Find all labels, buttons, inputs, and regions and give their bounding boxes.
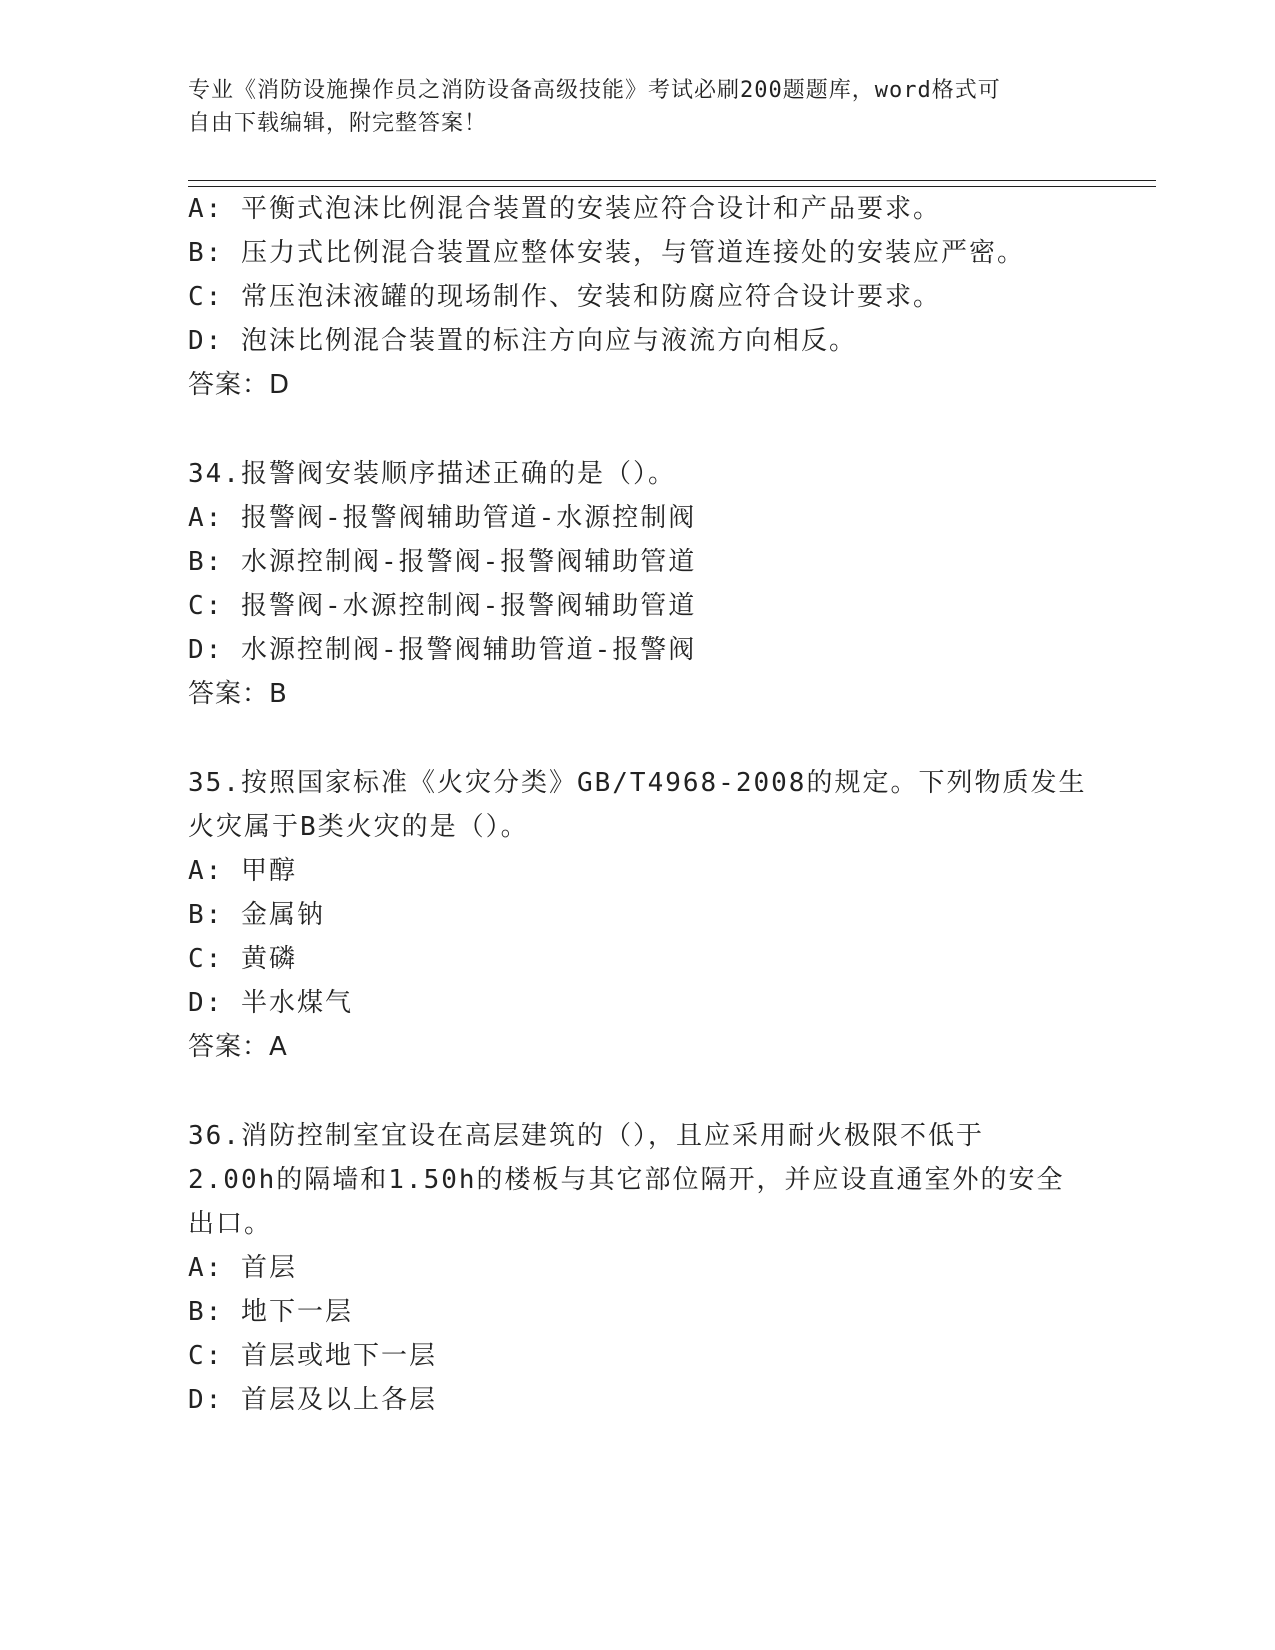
q34-option-a: A: 报警阀-报警阀辅助管道-水源控制阀 xyxy=(188,503,697,533)
q33-option-b: B: 压力式比例混合装置应整体安装，与管道连接处的安装应严密。 xyxy=(188,238,1025,268)
q33-option-c: C: 常压泡沫液罐的现场制作、安装和防腐应符合设计要求。 xyxy=(188,282,941,312)
q35-option-a: A: 甲醇 xyxy=(188,856,297,886)
q33-option-d: D: 泡沫比例混合装置的标注方向应与液流方向相反。 xyxy=(188,326,857,356)
q36-option-a: A: 首层 xyxy=(188,1253,297,1283)
q34-option-c: C: 报警阀-水源控制阀-报警阀辅助管道 xyxy=(188,591,697,621)
header-divider xyxy=(188,180,1156,187)
q35-option-c: C: 黄磷 xyxy=(188,944,297,974)
q36-option-b: B: 地下一层 xyxy=(188,1297,353,1327)
q35-option-b: B: 金属钠 xyxy=(188,900,325,930)
q36-stem-line-2: 2.00h的隔墙和1.50h的楼板与其它部位隔开，并应设直通室外的安全 xyxy=(188,1165,1065,1195)
document-header xyxy=(188,74,1068,140)
header-line-1: 专业《消防设施操作员之消防设备高级技能》考试必刷200题题库，word格式可 xyxy=(188,78,1001,103)
q34-answer: 答案：B xyxy=(188,679,288,709)
q36-option-d: D: 首层及以上各层 xyxy=(188,1385,437,1415)
q33-answer: 答案：D xyxy=(188,370,291,400)
q33-option-a: A: 平衡式泡沫比例混合装置的安装应符合设计和产品要求。 xyxy=(188,194,941,224)
q35-stem-line-2: 火灾属于B类火灾的是（）。 xyxy=(188,812,529,842)
q36-option-c: C: 首层或地下一层 xyxy=(188,1341,437,1371)
q35-answer: 答案：A xyxy=(188,1032,288,1062)
q34-option-d: D: 水源控制阀-报警阀辅助管道-报警阀 xyxy=(188,635,697,665)
q36-stem-line-1: 36.消防控制室宜设在高层建筑的（），且应采用耐火极限不低于 xyxy=(188,1121,984,1151)
q34-option-b: B: 水源控制阀-报警阀-报警阀辅助管道 xyxy=(188,547,697,577)
header-line-2: 自由下载编辑，附完整答案！ xyxy=(188,111,488,136)
q35-option-d: D: 半水煤气 xyxy=(188,988,353,1018)
q35-stem-line-1: 35.按照国家标准《火灾分类》GB/T4968-2008的规定。下列物质发生 xyxy=(188,768,1087,798)
q34-stem: 34.报警阀安装顺序描述正确的是（）。 xyxy=(188,459,676,489)
q36-stem-line-3: 出口。 xyxy=(188,1209,273,1239)
